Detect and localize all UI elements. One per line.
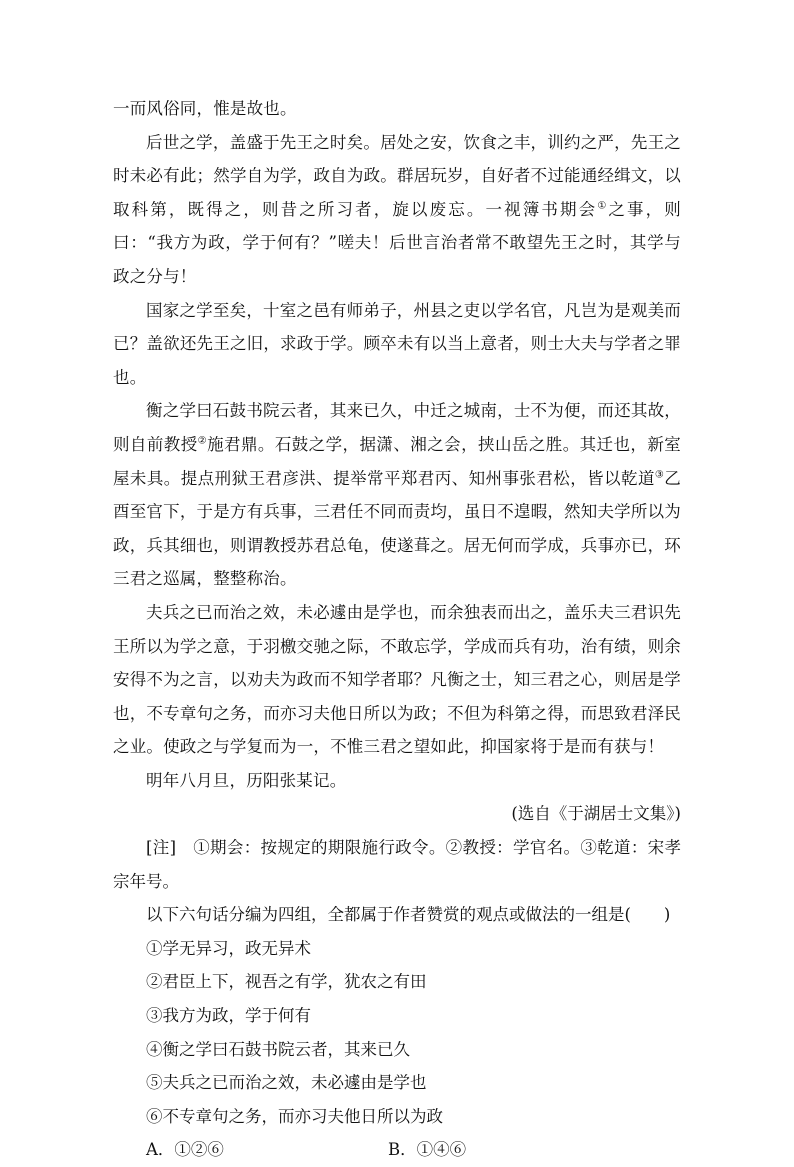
paragraph-2: 国家之学至矣，十室之邑有师弟子，州县之吏以学名官，凡岂为是观美而已？盖欲还先王之旧，求政于学。顾卒未有以当上意者，则士大夫与学者之罪也。	[113, 300, 681, 387]
question-stem: 以下六句话分编为四组，全都属于作者赞赏的观点或做法的一组是( )	[146, 905, 671, 925]
question-item: ②君臣上下，视吾之有学，犹农之有田	[146, 972, 427, 992]
paragraph-5: 明年八月旦，历阳张某记。	[146, 770, 347, 790]
question-item: ⑥不专章句之务，而亦习夫他日所以为政	[146, 1106, 443, 1126]
paragraph-1-text-a: 后世之学，盖盛于先王之时矣。居处之安，饮食之丰，训约之严，先王之时未必有此；然学自为学，政自为政。群居玩岁，自好者不过能通经缉文，以取科第，既得之，则昔之所习者，旋以废忘。一视簿书期会	[113, 132, 681, 219]
question-item: ①学无异习，政无异术	[146, 938, 311, 958]
choice-b[interactable]: B．①④⑥	[388, 1140, 467, 1160]
question-item: ③我方为政，学于何有	[146, 1006, 311, 1026]
document-page	[113, 0, 681, 1167]
paragraph-3-text-a: 衡之学曰石鼓书院云者，其来已久，中迁之城南，士不为便，而还其故，则自前教授	[113, 401, 681, 454]
question-item: ⑤夫兵之已而治之效，未必遽由是学也	[146, 1073, 427, 1093]
footnote-mark-2: ②	[197, 435, 208, 447]
choice-a[interactable]: A．①②⑥	[146, 1140, 224, 1160]
answer-choices	[113, 1133, 681, 1167]
footnote-mark-1: ①	[597, 200, 609, 212]
footnotes: [注] ①期会：按规定的期限施行政令。②教授：学官名。③乾道：宋孝宗年号。	[113, 838, 681, 891]
footnote-mark-3: ③	[654, 469, 665, 481]
paragraph-3	[113, 394, 681, 596]
source-citation: (选自《于湖居士文集》)	[511, 804, 681, 824]
paragraph-1-text-b: 之事，则曰：“我方为政，学于何有？”嗟夫！后世言治者常不敢望先王之时，其学与政之分与！	[113, 199, 681, 286]
paragraph-3-text-c: 乙酉至官下，于是方有兵事，三君任不同而责均，虽日不遑暇，然知夫学所以为政，兵其细也，则谓教授苏君总龟，使遂葺之。居无何而学成，兵事亦已，环三君之巡属，整整称治。	[113, 468, 681, 589]
question-item: ④衡之学曰石鼓书院云者，其来已久	[146, 1039, 410, 1059]
paragraph-1	[113, 126, 681, 294]
paragraph-4: 夫兵之已而治之效，未必遽由是学也，而余独表而出之，盖乐夫三君识先王所以为学之意，于羽檄交驰之际，不敢忘学，学成而兵有功，治有绩，则余安得不为之言，以劝夫为政而不知学者耶？凡衡之士，知三君之心，则居是学也，不专章句之务，而亦习夫他日所以为政；不但为科第之得，而思致君泽民之业。使政之与学复而为一，不惟三君之望如此，抑国家将于是而有获与！	[113, 602, 681, 757]
paragraph-3-text-b: 施君鼎。石鼓之学，据潇、湘之会，挟山岳之胜。其迁也，新室屋未具。提点刑狱王君彦洪、提举常平郑君丙、知州事张君松，皆以乾道	[113, 434, 681, 488]
paragraph-0: 一而风俗同，惟是故也。	[113, 99, 297, 118]
